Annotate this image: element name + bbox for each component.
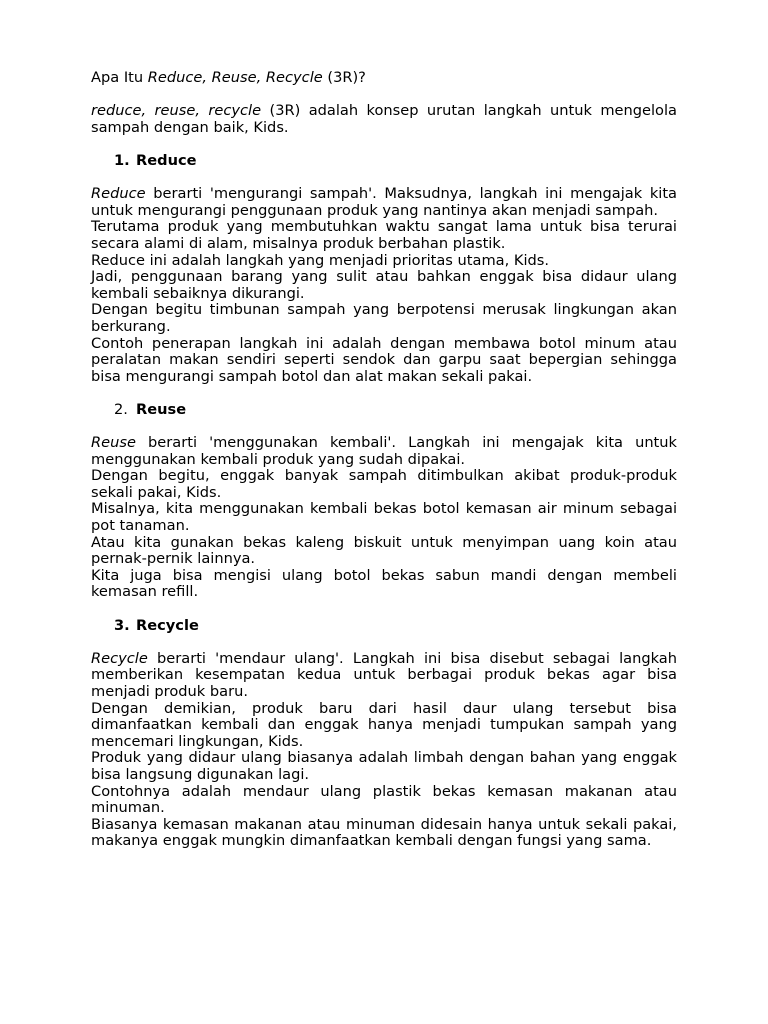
section-heading-reuse [91, 402, 677, 419]
paragraph: Misalnya, kita menggunakan kembali bekas botol kemasan air minum sebagai pot tanaman. [91, 500, 677, 535]
lead-italic: Recycle [91, 649, 148, 667]
paragraph: Kita juga bisa mengisi ulang botol bekas sabun mandi dengan membeli kemasan refill. [91, 566, 677, 601]
paragraph: Produk yang didaur ulang biasanya adalah limbah dengan bahan yang enggak bisa langsung digunakan lagi. [91, 749, 677, 783]
lead-italic: Reuse [91, 434, 136, 452]
document-page [91, 70, 677, 850]
paragraph-text: berarti 'mengurangi sampah'. Maksudnya, langkah ini mengajak kita untuk mengurangi penggunaan produk yang nantinya akan menjadi sampah. [91, 185, 677, 219]
paragraph: Dengan demikian, produk baru dari hasil daur ulang tersebut bisa dimanfaatkan kembali dan enggak hanya menjadi tumpukan sampah yang mencemari lingkungan, Kids. [91, 699, 677, 750]
section-number: 3. [114, 616, 130, 634]
section-heading-reduce [91, 153, 677, 170]
paragraph: Terutama produk yang membutuhkan waktu sangat lama untuk bisa terurai secara alami di alam, misalnya produk berbahan plastik. [91, 218, 677, 252]
paragraph: Dengan begitu timbunan sampah yang berpotensi merusak lingkungan akan berkurang. [91, 301, 677, 335]
paragraph: Reduce ini adalah langkah yang menjadi prioritas utama, Kids. [91, 251, 550, 269]
section-number: 1. [114, 151, 130, 169]
paragraph: Jadi, penggunaan barang yang sulit atau bahkan enggak bisa didaur ulang kembali sebaiknya dikurangi. [91, 268, 677, 302]
title-italic: Reduce, Reuse, Recycle [147, 69, 323, 86]
intro-paragraph [91, 103, 677, 136]
paragraph [91, 435, 677, 468]
section-heading-text: Reuse [136, 400, 187, 418]
section-body-recycle [91, 651, 677, 850]
document-title [91, 70, 677, 87]
title-suffix: (3R)? [322, 69, 366, 86]
section-number: 2. [114, 400, 128, 418]
paragraph: Biasanya kemasan makanan atau minuman didesain hanya untuk sekali pakai, makanya enggak mungkin dimanfaatkan kembali dengan fungsi yang sama. [91, 815, 677, 850]
lead-italic: Reduce [91, 185, 146, 203]
paragraph: Contohnya adalah mendaur ulang plastik bekas kemasan makanan atau minuman. [91, 782, 677, 817]
title-prefix: Apa Itu [91, 69, 148, 86]
intro-italic: reduce, reuse, recycle [91, 102, 262, 120]
paragraph [91, 186, 677, 219]
paragraph [91, 651, 677, 701]
section-heading-recycle [91, 618, 677, 635]
paragraph: Contoh penerapan langkah ini adalah dengan membawa botol minum atau peralatan makan sendiri seperti sendok dan garpu saat bepergian sehingga bisa mengurangi sampah botol dan alat makan sekali pakai. [91, 334, 677, 385]
paragraph: Atau kita gunakan bekas kaleng biskuit untuk menyimpan uang koin atau pernak-pernik lainnya. [91, 533, 677, 568]
paragraph: Dengan begitu, enggak banyak sampah ditimbulkan akibat produk-produk sekali pakai, Kids. [91, 467, 677, 501]
intro-text: (3R) adalah konsep urutan langkah untuk mengelola sampah dengan baik, Kids. [91, 102, 677, 136]
section-heading-text: Reduce [136, 151, 197, 169]
section-heading-text: Recycle [136, 616, 199, 634]
paragraph-text: berarti 'mendaur ulang'. Langkah ini bisa disebut sebagai langkah memberikan kesempatan kedua untuk berbagai produk bekas agar bisa menjadi produk baru. [91, 649, 677, 700]
paragraph-text: berarti 'menggunakan kembali'. Langkah ini mengajak kita untuk menggunakan kembali produk yang sudah dipakai. [91, 434, 677, 468]
section-body-reduce [91, 186, 677, 385]
section-body-reuse [91, 435, 677, 601]
